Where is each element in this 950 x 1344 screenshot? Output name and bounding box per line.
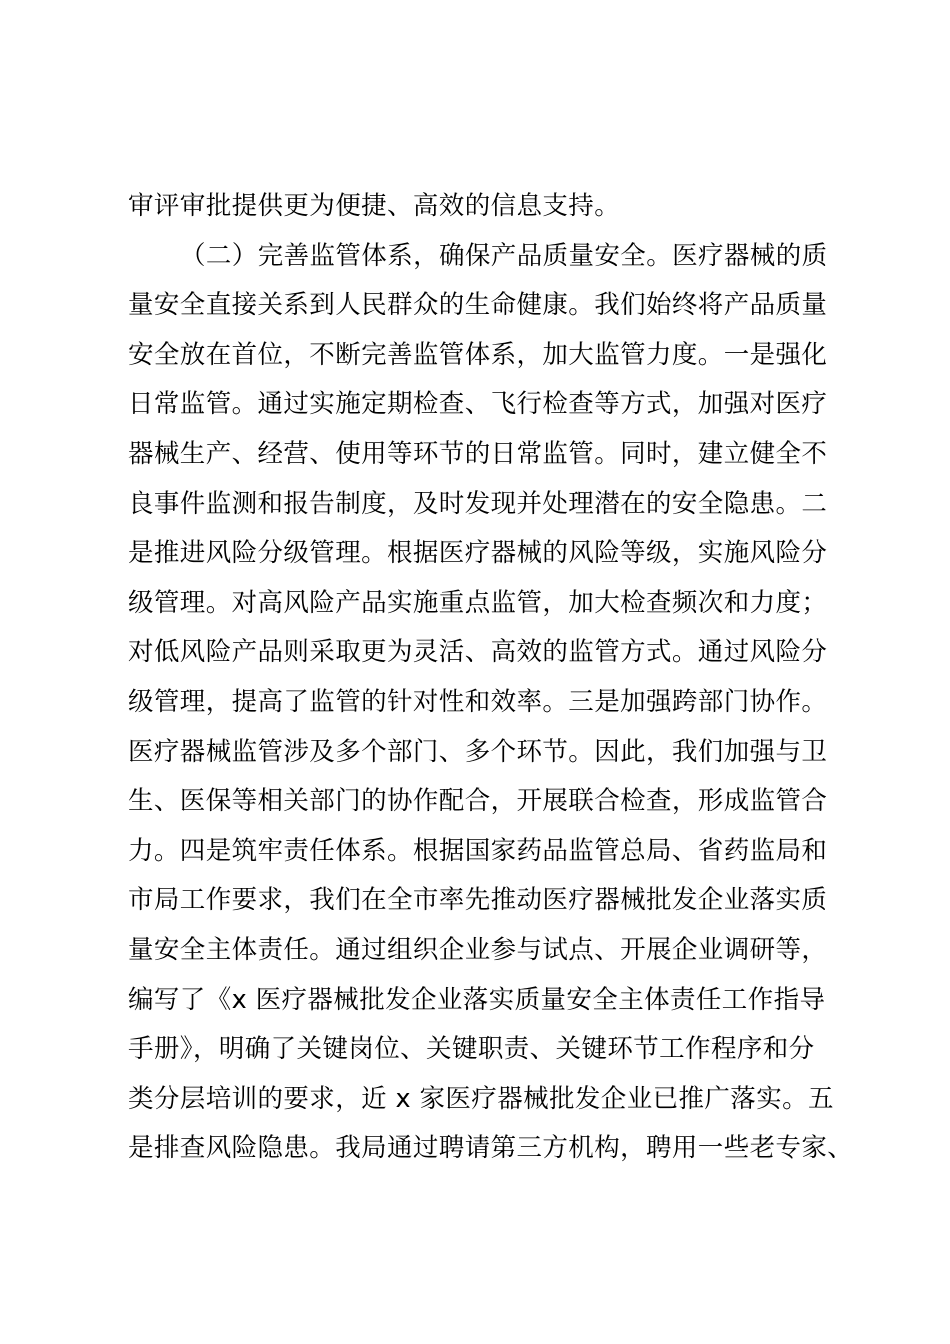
text-line: 类分层培训的要求，近 x 家医疗器械批发企业已推广落实。五 [128,1083,834,1114]
text-line: 良事件监测和报告制度，及时发现并处理潜在的安全隐患。二 [128,488,828,519]
text-line: 量安全主体责任。通过组织企业参与试点、开展企业调研等， [128,934,828,965]
text-line: 生、医保等相关部门的协作配合，开展联合检查，形成监管合 [128,786,828,817]
text-line: 医疗器械监管涉及多个部门、多个环节。因此，我们加强与卫 [128,736,828,767]
text-line: 级管理，提高了监管的针对性和效率。三是加强跨部门协作。 [128,686,828,717]
text-line: 量安全直接关系到人民群众的生命健康。我们始终将产品质量 [128,290,828,321]
text-line: 级管理。对高风险产品实施重点监管，加大检查频次和力度； [128,587,828,618]
text-line: 市局工作要求，我们在全市率先推动医疗器械批发企业落实质 [128,885,828,916]
text-line: 力。四是筑牢责任体系。根据国家药品监管总局、省药监局和 [128,835,828,866]
text-line: 是推进风险分级管理。根据医疗器械的风险等级，实施风险分 [128,538,828,569]
body-text [128,182,854,1174]
text-line: 对低风险产品则采取更为灵活、高效的监管方式。通过风险分 [128,637,828,668]
text-line: 是排查风险隐患。我局通过聘请第三方机构，聘用一些老专家、 [128,1133,854,1164]
text-line: 日常监管。通过实施定期检查、飞行检查等方式，加强对医疗 [128,389,828,420]
text-line: 手册》，明确了关键岗位、关键职责、关键环节工作程序和分 [128,1034,815,1065]
text-line: 审评审批提供更为便捷、高效的信息支持。 [128,191,621,221]
text-line: 安全放在首位，不断完善监管体系，加大监管力度。一是强化 [128,339,828,370]
text-line: 器械生产、经营、使用等环节的日常监管。同时，建立健全不 [128,438,828,469]
text-line: 编写了《x 医疗器械批发企业落实质量安全主体责任工作指导 [128,984,826,1015]
paragraph-first-line: （二）完善监管体系，确保产品质量安全。医疗器械的质 [180,240,828,271]
